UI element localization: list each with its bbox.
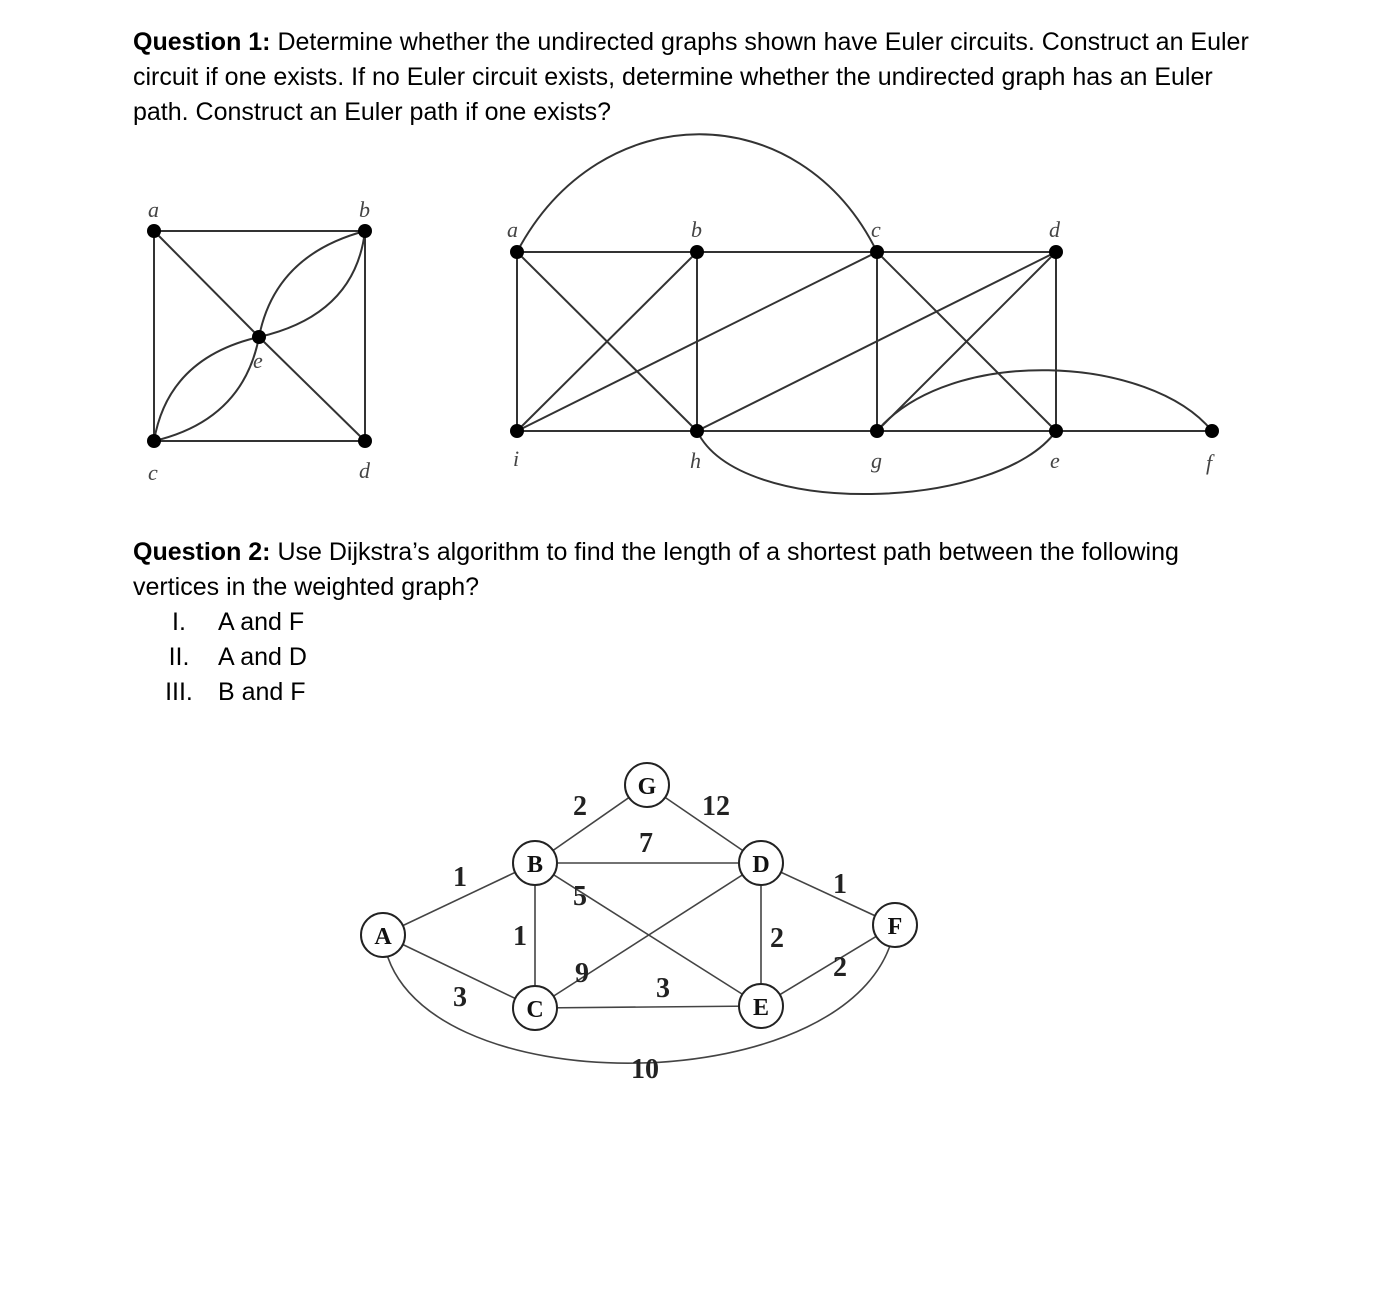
- list-item-number: II.: [168, 643, 190, 671]
- graph-2: [507, 134, 1219, 494]
- label-h: h: [690, 448, 701, 473]
- vertex-f: [1205, 424, 1219, 438]
- label-f: f: [1206, 450, 1213, 475]
- label-c: c: [871, 217, 881, 242]
- label-b: b: [359, 197, 370, 222]
- vertex-a: [147, 224, 161, 238]
- vertex-h: [690, 424, 704, 438]
- list-item-number: I.: [172, 608, 186, 636]
- edge-C-E: [535, 1006, 761, 1008]
- list-item-text: A and F: [218, 608, 305, 636]
- weight-D-F: 1: [833, 869, 847, 900]
- list-item-text: B and F: [218, 678, 306, 706]
- weighted-graph: [361, 763, 917, 1085]
- vertex-c: [870, 245, 884, 259]
- list-item-text: A and D: [218, 643, 307, 671]
- list-item: [140, 605, 307, 640]
- list-item: [140, 640, 307, 675]
- question-1-body: Determine whether the undirected graphs shown have Euler circuits. Construct an Euler circuit if one exists. If no Euler circuit exists, determine whether the undirected graph has an Euler path. Construct an Euler path if one exists?: [133, 28, 1249, 126]
- weight-C-D: 9: [575, 958, 589, 989]
- vertex-e: [1049, 424, 1063, 438]
- label-b: b: [691, 217, 702, 242]
- node-label-B: B: [526, 852, 544, 878]
- question-2-heading: Question 2:: [133, 538, 271, 566]
- label-d: d: [359, 458, 370, 483]
- node-label-E: E: [752, 995, 770, 1021]
- vertex-i: [510, 424, 524, 438]
- weight-B-G: 2: [573, 791, 587, 822]
- label-a: a: [148, 197, 159, 222]
- weight-G-D: 12: [702, 791, 730, 822]
- node-label-F: F: [887, 914, 903, 940]
- edge-a-e: [154, 231, 259, 337]
- vertex-g: [870, 424, 884, 438]
- graph-1: [147, 197, 372, 485]
- question-1-heading: Question 1:: [133, 28, 271, 56]
- node-label-D: D: [752, 852, 770, 878]
- edge-e-b-2: [259, 231, 365, 337]
- weight-B-D: 7: [639, 828, 653, 859]
- weight-A-F: 10: [631, 1054, 659, 1085]
- weight-B-E: 5: [573, 881, 587, 912]
- label-c: c: [148, 460, 158, 485]
- label-e: e: [1050, 448, 1060, 473]
- question-2-text: [133, 535, 1263, 605]
- vertex-d: [358, 434, 372, 448]
- label-a: a: [507, 217, 518, 242]
- vertex-b: [690, 245, 704, 259]
- edge-e-c-1: [154, 337, 259, 441]
- vertex-c: [147, 434, 161, 448]
- node-label-G: G: [637, 774, 657, 800]
- list-item: [140, 675, 307, 710]
- label-g: g: [871, 448, 882, 473]
- weight-D-E: 2: [770, 923, 784, 954]
- vertex-e: [252, 330, 266, 344]
- label-i: i: [513, 446, 520, 471]
- node-label-A: A: [374, 924, 392, 950]
- node-label-C: C: [526, 997, 544, 1023]
- question-2-list: [140, 605, 307, 710]
- vertex-a: [510, 245, 524, 259]
- weight-C-E: 3: [656, 973, 670, 1004]
- label-e: e: [253, 348, 263, 373]
- question-2-body: Use Dijkstra’s algorithm to find the length of a shortest path between the following vertices in the weighted graph?: [133, 538, 1179, 601]
- weight-A-B: 1: [453, 862, 467, 893]
- edge-g-f-arc: [877, 370, 1212, 431]
- label-d: d: [1049, 217, 1060, 242]
- weight-A-C: 3: [453, 982, 467, 1013]
- edge-e-d: [259, 337, 365, 441]
- edge-e-c-2: [154, 337, 259, 441]
- list-item-number: III.: [165, 678, 193, 706]
- vertex-b: [358, 224, 372, 238]
- edge-e-b-1: [259, 231, 365, 337]
- vertex-d: [1049, 245, 1063, 259]
- weight-E-F: 2: [833, 952, 847, 983]
- weight-B-C: 1: [513, 921, 527, 952]
